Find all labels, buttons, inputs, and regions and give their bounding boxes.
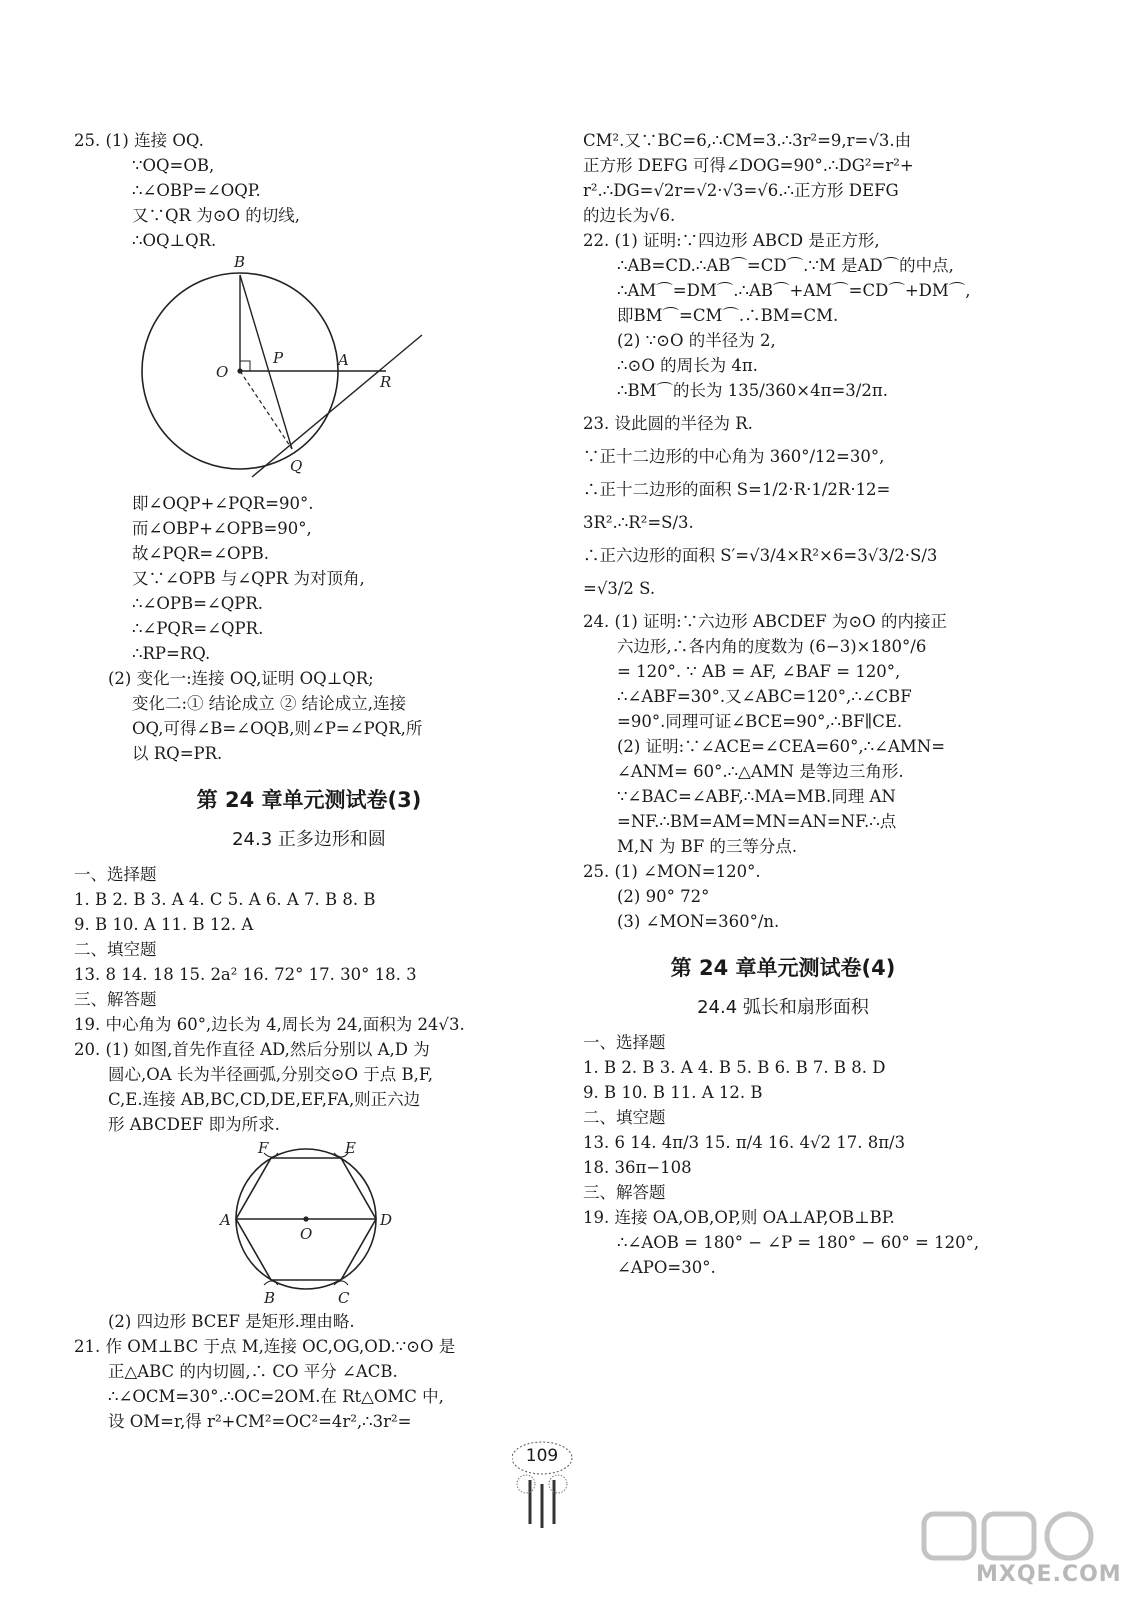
text-line: 圆心,OA 长为半径画弧,分别交⊙O 于点 B,F, — [108, 1065, 434, 1084]
text-line: ∴RP=RQ. — [132, 644, 211, 663]
text-line: 即BM⌒=CM⌒.∴BM=CM. — [617, 306, 839, 325]
text-line: ∴∠OCM=30°.∴OC=2OM.在 Rt△OMC 中, — [108, 1387, 444, 1406]
text-line: =90°.同理可证∠BCE=90°,∴BF∥CE. — [617, 712, 903, 731]
label-d: D — [380, 1211, 393, 1229]
text-line: r².∴DG=√2r=√2·√3=√6.∴正方形 DEFG — [583, 181, 899, 200]
label-p: P — [273, 349, 284, 367]
text-line: 形 ABCDEF 即为所求. — [108, 1115, 280, 1134]
label-o2: O — [300, 1225, 313, 1243]
text-line: 即∠OQP+∠PQR=90°. — [132, 494, 314, 513]
hexagon-figure — [74, 1137, 544, 1309]
text-line: 以 RQ=PR. — [132, 744, 223, 763]
text-line: 正方形 DEFG 可得∠DOG=90°.∴DG²=r²+ — [583, 156, 914, 175]
text-line: (3) ∠MON=360°/n. — [617, 912, 780, 931]
text-line: =NF.∴BM=AM=MN=AN=NF.∴点 — [617, 812, 897, 831]
text-line: 9. B 10. A 11. B 12. A — [74, 915, 254, 934]
text-line: 18. 36π−108 — [583, 1158, 692, 1177]
text-line: ∴∠AOB = 180° − ∠P = 180° − 60° = 120°, — [617, 1233, 980, 1252]
label-e: E — [345, 1139, 356, 1157]
hexagon-diagram — [214, 1137, 454, 1309]
watermark-text: MXQE.COM — [976, 1562, 1122, 1587]
text-line: 六边形,∴各内角的度数为 (6−3)×180°/6 — [617, 637, 927, 656]
text-line: 19. 连接 OA,OB,OP,则 OA⊥AP,OB⊥BP. — [583, 1208, 895, 1227]
label-o: O — [216, 363, 229, 381]
text-line: OQ,可得∠B=∠OQB,则∠P=∠PQR,所 — [132, 719, 423, 738]
text-line: (2) 证明:∵∠ACE=∠CEA=60°,∴∠AMN= — [617, 737, 946, 756]
text-line: 变化二:① 结论成立 ② 结论成立,连接 — [132, 694, 407, 713]
text-line: 3R².∴R²=S/3. — [583, 513, 694, 532]
text-line: 而∠OBP+∠OPB=90°, — [132, 519, 312, 538]
page-number: 109 — [525, 1446, 559, 1466]
text-line: (2) 四边形 BCEF 是矩形.理由略. — [108, 1312, 355, 1331]
text-line: 1. B 2. B 3. A 4. C 5. A 6. A 7. B 8. B — [74, 890, 376, 909]
text-line: 三、解答题 — [74, 990, 157, 1009]
tangent-diagram — [140, 253, 500, 491]
label-q: Q — [290, 457, 303, 475]
text-line: CM².又∵BC=6,∴CM=3.∴3r²=9,r=√3.由 — [583, 131, 912, 150]
text-line: =√3/2 S. — [583, 579, 656, 598]
text-line: = 120°. ∵ AB = AF, ∠BAF = 120°, — [617, 662, 901, 681]
text-line: ∴∠OPB=∠QPR. — [132, 594, 264, 613]
text-line: ∴正六边形的面积 S′=√3/4×R²×6=3√3/2·S/3 — [583, 546, 938, 565]
chapter-title: 第 24 章单元测试卷(4) — [670, 956, 896, 980]
label-r: R — [380, 373, 392, 391]
text-line: 三、解答题 — [583, 1183, 666, 1202]
label-a: A — [338, 351, 349, 369]
page-number-badge — [512, 1440, 602, 1530]
circle-tangent-figure — [74, 253, 544, 491]
text-line: 正△ABC 的内切圆,∴ CO 平分 ∠ACB. — [108, 1362, 398, 1381]
text-line: ∠APO=30°. — [617, 1258, 716, 1277]
text-line: ∵正十二边形的中心角为 360°/12=30°, — [583, 447, 885, 466]
segment-oq-dashed — [240, 371, 292, 449]
right-column — [583, 128, 983, 1280]
text-line: ∴AB=CD.∴AB⌒=CD⌒.∵M 是AD⌒的中点, — [617, 256, 954, 275]
text-line: ∴∠ABF=30°.又∠ABC=120°,∴∠CBF — [617, 687, 912, 706]
center-dot — [237, 368, 242, 373]
text-line: 的边长为√6. — [583, 206, 676, 225]
text-line: (2) 变化一:连接 OQ,证明 OQ⊥QR; — [108, 669, 374, 688]
text-line: M,N 为 BF 的三等分点. — [617, 837, 798, 856]
text-line: 19. 中心角为 60°,边长为 4,周长为 24,面积为 24√3. — [74, 1015, 465, 1034]
text-line: 设 OM=r,得 r²+CM²=OC²=4r²,∴3r²= — [108, 1412, 412, 1431]
text-line: 22. (1) 证明:∵四边形 ABCD 是正方形, — [583, 231, 880, 250]
text-line: 又∵QR 为⊙O 的切线, — [132, 206, 301, 225]
label-b2: B — [264, 1289, 276, 1307]
text-line: ∵∠BAC=∠ABF,∴MA=MB.同理 AN — [617, 787, 896, 806]
text-line: 故∠PQR=∠OPB. — [132, 544, 270, 563]
text-line: ∴正十二边形的面积 S=1/2·R·1/2R·12= — [583, 480, 891, 499]
center-dot-2 — [303, 1216, 308, 1221]
text-line: ∴∠OBP=∠OQP. — [132, 181, 261, 200]
text-line: 又∵∠OPB 与∠QPR 为对顶角, — [132, 569, 365, 588]
text-line: C,E.连接 AB,BC,CD,DE,EF,FA,则正六边 — [108, 1090, 421, 1109]
label-c: C — [338, 1289, 350, 1307]
text-line: ∴⊙O 的周长为 4π. — [617, 356, 758, 375]
label-b: B — [234, 253, 246, 271]
text-line: 1. B 2. B 3. A 4. B 5. B 6. B 7. B 8. D — [583, 1058, 886, 1077]
text-line: 24. (1) 证明:∵六边形 ABCDEF 为⊙O 的内接正 — [583, 612, 947, 631]
text-line: 23. 设此圆的半径为 R. — [583, 414, 753, 433]
text-line: ∠ANM= 60°.∴△AMN 是等边三角形. — [617, 762, 904, 781]
watermark — [914, 1506, 1122, 1596]
text-line: 21. 作 OM⊥BC 于点 M,连接 OC,OG,OD.∵⊙O 是 — [74, 1337, 456, 1356]
left-column — [74, 128, 544, 1434]
text-line: ∴∠PQR=∠QPR. — [132, 619, 264, 638]
section-title: 24.3 正多边形和圆 — [232, 829, 386, 850]
text-line: 20. (1) 如图,首先作直径 AD,然后分别以 A,D 为 — [74, 1040, 430, 1059]
text-line: 一、选择题 — [583, 1033, 666, 1052]
segment-bq — [240, 275, 292, 449]
text-line: (2) 90° 72° — [617, 887, 710, 906]
text-line: 二、填空题 — [74, 940, 157, 959]
chapter-title: 第 24 章单元测试卷(3) — [196, 788, 422, 812]
text-line: ∴BM⌒的长为 135/360×4π=3/2π. — [617, 381, 888, 400]
label-a2: A — [220, 1211, 231, 1229]
text-line: ∴AM⌒=DM⌒.∴AB⌒+AM⌒=CD⌒+DM⌒, — [617, 281, 971, 300]
text-line: 一、选择题 — [74, 865, 157, 884]
text-line: 13. 8 14. 18 15. 2a² 16. 72° 17. 30° 18. 3 — [74, 965, 417, 984]
text-line: ∵OQ=OB, — [132, 156, 215, 175]
watermark-logo-icon — [914, 1506, 1114, 1566]
text-line: 25. (1) ∠MON=120°. — [583, 862, 761, 881]
text-line: 13. 6 14. 4π/3 15. π/4 16. 4√2 17. 8π/3 — [583, 1133, 906, 1152]
label-f: F — [258, 1139, 269, 1157]
text-line: (2) ∵⊙O 的半径为 2, — [617, 331, 776, 350]
text-line: 25. (1) 连接 OQ. — [74, 131, 204, 150]
text-line: 二、填空题 — [583, 1108, 666, 1127]
text-line: 9. B 10. B 11. A 12. B — [583, 1083, 763, 1102]
section-title: 24.4 弧长和扇形面积 — [697, 997, 869, 1018]
text-line: ∴OQ⊥QR. — [132, 231, 217, 250]
